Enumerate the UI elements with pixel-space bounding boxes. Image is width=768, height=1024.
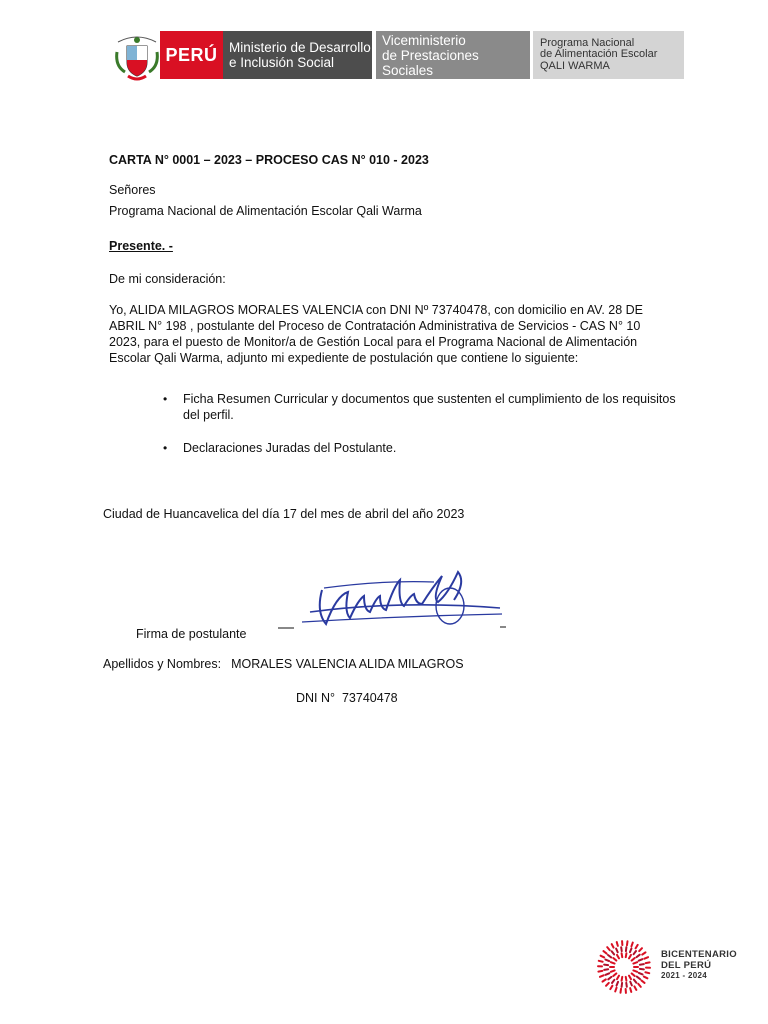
body-paragraph (109, 302, 684, 366)
body-line-2: ABRIL N° 198 , postulante del Proceso de Contratación Administrativa de Servicios - CAS N° 10 (109, 319, 641, 333)
ministry-banner (223, 31, 372, 79)
name-value: MORALES VALENCIA ALIDA MILAGROS (231, 657, 464, 671)
viceministry-banner (376, 31, 530, 79)
greeting: De mi consideración: (109, 272, 226, 286)
dni-label: DNI N° (296, 691, 336, 705)
signature-label: Firma de postulante (136, 627, 247, 641)
program-line-3: QALI WARMA (540, 59, 610, 72)
bicentenario-line-1: BICENTENARIO (661, 949, 737, 960)
viceministry-line-1: Viceministerio (382, 32, 466, 48)
peru-label: PERÚ (160, 31, 223, 79)
list-item-text: Declaraciones Juradas del Postulante. (183, 441, 397, 455)
applicant-name-row (103, 656, 464, 672)
ministry-line-1: Ministerio de Desarrollo (229, 40, 371, 55)
list-item (163, 391, 683, 423)
peru-coat-of-arms-icon (114, 32, 160, 82)
bicentenario-label (661, 950, 737, 982)
name-label: Apellidos y Nombres: (103, 657, 222, 671)
body-line-3: 2023, para el puesto de Monitor/a de Gestión Local para el Programa Nacional de Alimentación (109, 335, 638, 349)
letter-title: CARTA N° 0001 – 2023 – PROCESO CAS N° 010 - 2023 (109, 153, 429, 167)
handwritten-signature (262, 560, 512, 640)
bicentenario-years: 2021 - 2024 (661, 971, 708, 980)
program-banner (533, 31, 684, 79)
list-item-text: Ficha Resumen Curricular y documentos que sustenten el cumplimiento de los requisitos del perfil. (183, 392, 676, 422)
bicentenario-line-2: DEL PERÚ (661, 959, 712, 971)
city-date: Ciudad de Huancavelica del día 17 del mes de abril del año 2023 (103, 507, 465, 521)
body-line-4: Escolar Qali Warma, adjunto mi expediente de postulación que contiene lo siguiente: (109, 351, 579, 365)
program-line-1: Programa Nacional (540, 36, 635, 49)
ministry-line-2: e Inclusión Social (229, 55, 335, 70)
dni-row (296, 690, 398, 706)
bullet-icon: • (163, 441, 168, 455)
program-line-2: de Alimentación Escolar (540, 48, 658, 61)
recipient-name: Programa Nacional de Alimentación Escolar Qali Warma (109, 204, 422, 218)
dni-value: 73740478 (341, 691, 398, 705)
viceministry-line-2: de Prestaciones Sociales (382, 47, 479, 78)
bicentenario-emblem-icon (594, 937, 654, 997)
body-line-1: Yo, ALIDA MILAGROS MORALES VALENCIA con DNI Nº 73740478, con domicilio en AV. 28 DE (109, 303, 644, 317)
bullet-icon: • (163, 392, 168, 406)
recipient-salutation: Señores (109, 183, 156, 197)
presente-heading: Presente. - (109, 239, 173, 253)
list-item (163, 440, 683, 456)
